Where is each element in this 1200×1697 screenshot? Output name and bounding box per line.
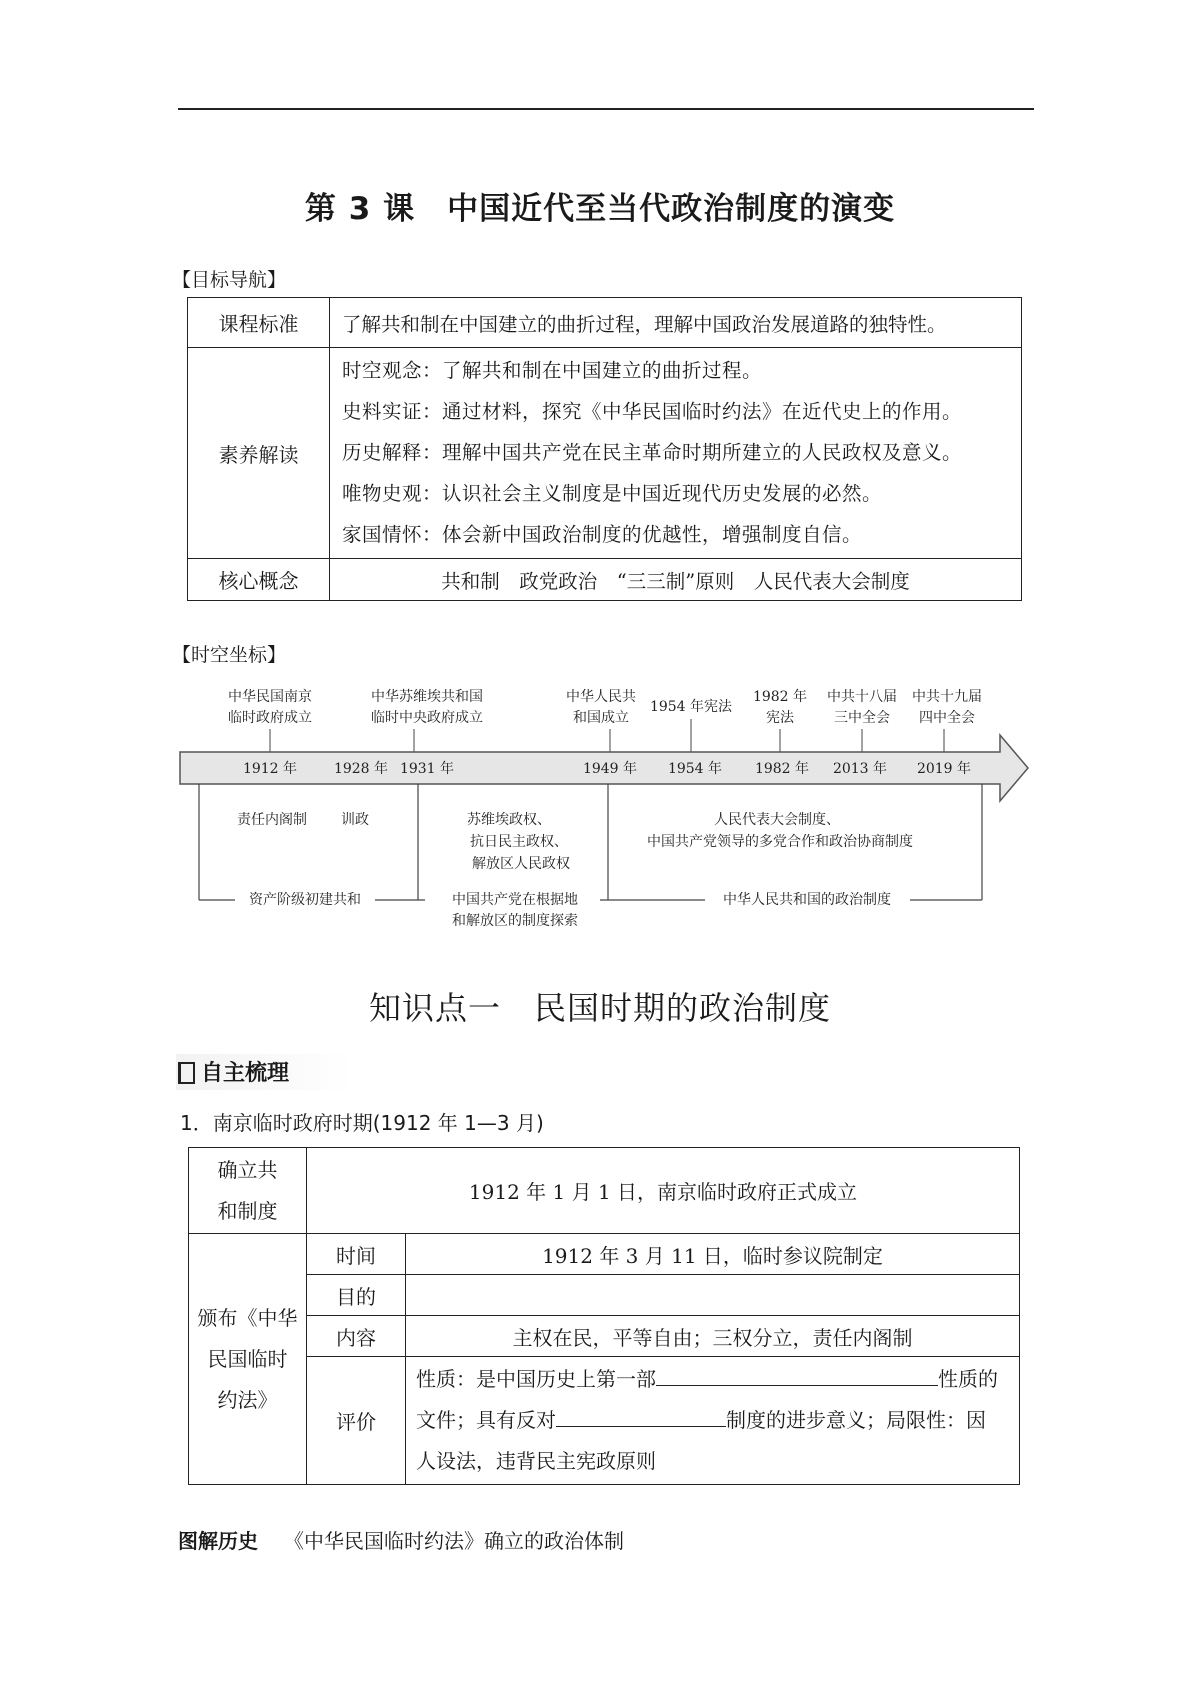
purpose-label: 目的 (307, 1275, 406, 1316)
literacy-line: 史料实证：通过材料，探究《中华民国临时约法》在近代史上的作用。 (342, 400, 963, 423)
below-label: 解放区人民政权 (472, 856, 570, 872)
establish-label-line: 确立共 (217, 1157, 278, 1182)
literacy-line: 唯物史观：认识社会主义制度是中国近现代历史发展的必然。 (342, 482, 883, 505)
time-text: 1912 年 3 月 11 日，临时参议院制定 (406, 1234, 1020, 1275)
promulgate-label-line: 颁布《中华 (197, 1305, 298, 1330)
bracket-label: 和解放区的制度探索 (452, 913, 578, 929)
event-label: 中共十九届 (912, 689, 982, 705)
goal-nav-heading: 【目标导航】 (172, 269, 287, 291)
fill-blank[interactable] (556, 1406, 726, 1427)
year-label: 1931 年 (399, 761, 455, 777)
eval-part: 文件；具有反对 (416, 1408, 556, 1432)
literacy-line: 时空观念：了解共和制在中国建立的曲折过程。 (342, 359, 763, 382)
event-label: 中共十八届 (827, 689, 897, 705)
bracket-label: 中华人民共和国的政治制度 (723, 892, 891, 908)
time-label: 时间 (307, 1234, 406, 1275)
below-label: 人民代表大会制度、 (714, 812, 840, 828)
diagram-label: 图解历史 (178, 1529, 258, 1553)
year-label: 2019 年 (916, 761, 972, 777)
year-label: 1928 年 (333, 761, 389, 777)
fill-blank[interactable] (656, 1365, 938, 1386)
year-label: 1912 年 (242, 761, 298, 777)
literacy-line: 家国情怀：体会新中国政治制度的优越性，增强制度自信。 (342, 523, 863, 546)
concept-text: 共和制 政党政治 “三三制”原则 人民代表大会制度 (330, 559, 1022, 601)
bracket-label: 中国共产党在根据地 (452, 892, 578, 908)
purpose-blank (406, 1275, 1020, 1316)
establish-label (189, 1148, 307, 1234)
year-label: 1954 年 (667, 761, 723, 777)
eval-text (406, 1357, 1020, 1485)
standard-text: 了解共和制在中国建立的曲折过程，理解中国政治发展道路的独特性。 (330, 298, 1022, 348)
event-label: 四中全会 (919, 710, 975, 726)
promulgate-label (189, 1234, 307, 1485)
establish-label-line: 和制度 (217, 1198, 278, 1223)
event-label: 1982 年 (752, 689, 808, 705)
below-label: 训政 (341, 812, 369, 828)
eval-line (416, 1400, 1009, 1441)
concept-label: 核心概念 (188, 559, 330, 601)
eval-line: 人设法，违背民主宪政原则 (416, 1449, 656, 1473)
event-label: 和国成立 (573, 710, 629, 726)
promulgate-label-line: 民国临时 (207, 1346, 288, 1371)
event-label: 临时政府成立 (228, 710, 312, 726)
item-heading: 1．南京临时政府时期(1912 年 1—3 月) (180, 1111, 544, 1135)
year-label: 1982 年 (754, 761, 810, 777)
event-label: 三中全会 (834, 710, 890, 726)
year-label: 1949 年 (582, 761, 638, 777)
eval-part: 性质的 (938, 1367, 998, 1391)
literacy-line: 历史解释：理解中国共产党在民主革命时期所建立的人民政权及意义。 (342, 441, 963, 464)
event-label: 1954 年宪法 (649, 699, 733, 715)
diagram-caption (178, 1525, 624, 1554)
below-label: 苏维埃政权、 (467, 812, 551, 828)
year-label: 2013 年 (832, 761, 888, 777)
event-label: 中华民国南京 (228, 689, 312, 705)
event-label: 临时中央政府成立 (371, 710, 483, 726)
below-label: 中国共产党领导的多党合作和政治协商制度 (647, 834, 913, 850)
book-icon (178, 1062, 195, 1084)
standard-label: 课程标准 (188, 298, 330, 348)
eval-part: 性质：是中国历史上第一部 (416, 1367, 656, 1391)
knowledge-point-title: 知识点一 民国时期的政治制度 (368, 989, 831, 1027)
bracket-label: 资产阶级初建共和 (249, 892, 361, 908)
time-coord-heading: 【时空坐标】 (172, 644, 287, 666)
eval-part: 制度的进步意义；局限性：因 (726, 1408, 986, 1432)
below-label: 抗日民主政权、 (470, 834, 568, 850)
self-study-heading: 自主梳理 (201, 1061, 290, 1086)
content-label: 内容 (307, 1316, 406, 1357)
eval-line (416, 1359, 1009, 1400)
literacy-label: 素养解读 (188, 348, 330, 559)
event-label: 中华苏维埃共和国 (371, 689, 483, 705)
lesson-title: 第 3 课 中国近代至当代政治制度的演变 (304, 191, 896, 227)
event-label: 宪法 (766, 710, 794, 726)
establish-text: 1912 年 1 月 1 日，南京临时政府正式成立 (307, 1148, 1020, 1234)
eval-label: 评价 (307, 1357, 406, 1485)
nanjing-table (188, 1147, 1020, 1485)
event-label: 中华人民共 (566, 689, 636, 705)
diagram-text: 《中华民国临时约法》确立的政治体制 (284, 1529, 624, 1553)
below-label: 责任内阁制 (237, 812, 307, 828)
content-text: 主权在民，平等自由；三权分立，责任内阁制 (406, 1316, 1020, 1357)
promulgate-label-line: 约法》 (217, 1387, 278, 1412)
